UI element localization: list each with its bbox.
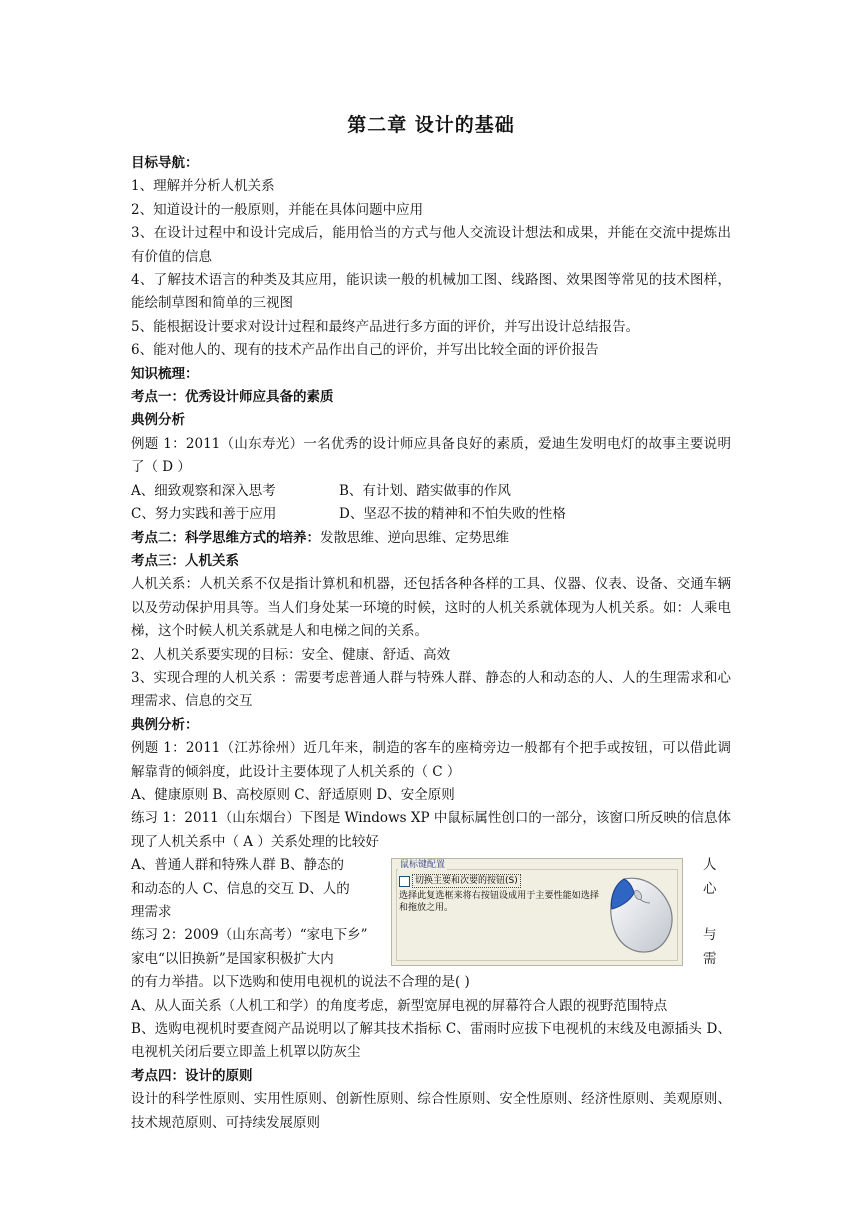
- mouse-icon: [604, 873, 678, 955]
- point1-options-row: [131, 480, 731, 503]
- point3-question1: 例题 1：2011（江苏徐州）近几年来，制造的客车的座椅旁边一般都有个把手或按钮，可以借此调解靠背的倾斜度，此设计主要体现了人机关系的（ C ）: [131, 740, 731, 780]
- wrap-char: 与: [703, 927, 717, 944]
- mouse-properties-screenshot: [391, 858, 683, 966]
- point1-options-row: [131, 503, 731, 526]
- goal-item: 6、能对他人的、现有的技术产品作出自己的评价，并写出比较全面的评价报告: [131, 342, 599, 359]
- document-page: [131, 112, 731, 1135]
- wrap-char: 需: [703, 950, 717, 967]
- exercise1: 练习 1：2011（山东烟台）下图是 Windows XP 中鼠标属性创口的一部分，该窗口所反映的信息体现了人机关系中（ A ）关系处理的比较好: [131, 810, 731, 850]
- group-caption: 鼠标键配置: [400, 860, 446, 871]
- point2-heading: 考点二：科学思维方式的培养：: [131, 529, 320, 546]
- point1-example-heading: 典例分析: [131, 412, 185, 429]
- point3-heading: 考点三：人机关系: [131, 552, 239, 569]
- goal-item: 5、能根据设计要求对设计过程和最终产品进行多方面的评价，并写出设计总结报告。: [131, 318, 640, 335]
- wrap-text-right: [703, 854, 731, 971]
- swap-buttons-checkbox[interactable]: [399, 876, 410, 887]
- point3-question1-options: A、健康原则 B、高校原则 C、舒适原则 D、安全原则: [131, 786, 455, 803]
- goal-item: 4、了解技术语言的种类及其应用，能识读一般的机械加工图、线路图、效果图等常见的技术图样，能绘制草图和简单的三视图: [131, 272, 731, 312]
- wrap-line: 练习 2：2009（山东高考）“家电下乡”: [131, 927, 368, 944]
- wrap-line: A、普通人群和特殊人群 B、静态的: [131, 857, 344, 874]
- wrap-text-left: [131, 854, 386, 971]
- goal-item: 2、知道设计的一般原则，并能在具体问题中应用: [131, 201, 424, 218]
- wrap-line: 和动态的人 C、信息的交互 D、人的: [131, 880, 350, 897]
- exercise-figure-block: [131, 854, 731, 971]
- option-c: C、努力实践和善于应用: [131, 506, 277, 523]
- goals-heading: 目标导航：: [131, 155, 199, 171]
- option-d: D、坚忍不拔的精神和不怕失败的性格: [339, 506, 566, 523]
- point4-heading: 考点四：设计的原则: [131, 1067, 253, 1084]
- point3-example-heading: 典例分析：: [131, 716, 199, 733]
- point3-para1: 人机关系：人机关系不仅是指计算机和机器，还包括各种各样的工具、仪器、仪表、设备、交通车辆以及劳动保护用具等。当人们身处某一环境的时候，这时的人机关系就体现为人机关系。如：人乘电梯，这个时候人机关系就是人和电梯之间的关系。: [131, 576, 731, 640]
- goal-item: 3、在设计过程中和设计完成后，能用恰当的方式与他人交流设计想法和成果，并能在交流中提炼出有价值的信息: [131, 225, 731, 265]
- checkbox-description: 选择此复选框来将右按钮设成用于主要性能如选择和拖放之用。: [399, 891, 599, 914]
- knowledge-heading: 知识梳理：: [131, 365, 199, 382]
- swap-buttons-label[interactable]: 切换主要和次要的按钮(S): [412, 874, 521, 888]
- wrap-char: 心: [703, 880, 717, 897]
- point3-para3: 3、实现合理的人机关系 ：需要考虑普通人群与特殊人群、静态的人和动态的人、人的生理需求和心理需求、信息的交互: [131, 669, 731, 710]
- wrap-char: [703, 901, 731, 924]
- point2-line: [131, 527, 731, 550]
- exercise2-option-a: A、从人面关系（人机工和学）的角度考虑，新型宽屏电视的屏幕符合人跟的视野范围特点: [131, 997, 668, 1014]
- wrap-line: 家电“以旧换新”是国家积极扩大内: [131, 950, 334, 967]
- point1-question: 例题 1：2011（山东寿光）一名优秀的设计师应具备良好的素质，爱迪生发明电灯的故事主要说明了（ D ）: [131, 435, 731, 476]
- wrap-line: 理需求: [131, 904, 172, 920]
- option-a: A、细致观察和深入思考: [131, 482, 276, 499]
- exercise2-rest: 的有力举措。以下选购和使用电视机的说法不合理的是( ): [131, 974, 470, 991]
- chapter-title: 第二章 设计的基础: [347, 114, 515, 136]
- point3-para2: 2、人机关系要实现的目标：安全、健康、舒适、高效: [131, 646, 451, 663]
- point1-heading: 考点一：优秀设计师应具备的素质: [131, 389, 334, 406]
- point2-text: 发散思维、逆向思维、定势思维: [320, 529, 509, 546]
- goal-item: 1、理解并分析人机关系: [131, 178, 275, 195]
- wrap-char: 人: [703, 857, 717, 874]
- exercise2-option-bcd: B、选购电视机时要查阅产品说明以了解其技术指标 C、雷雨时应拔下电视机的末线及电源插头 D、电视机关闭后要立即盖上机罩以防灰尘: [131, 1021, 731, 1061]
- point4-text: 设计的科学性原则、实用性原则、创新性原则、综合性原则、安全性原则、经济性原则、美观原则、技术规范原则、可持续发展原则: [131, 1091, 731, 1131]
- option-b: B、有计划、踏实做事的作风: [339, 482, 511, 499]
